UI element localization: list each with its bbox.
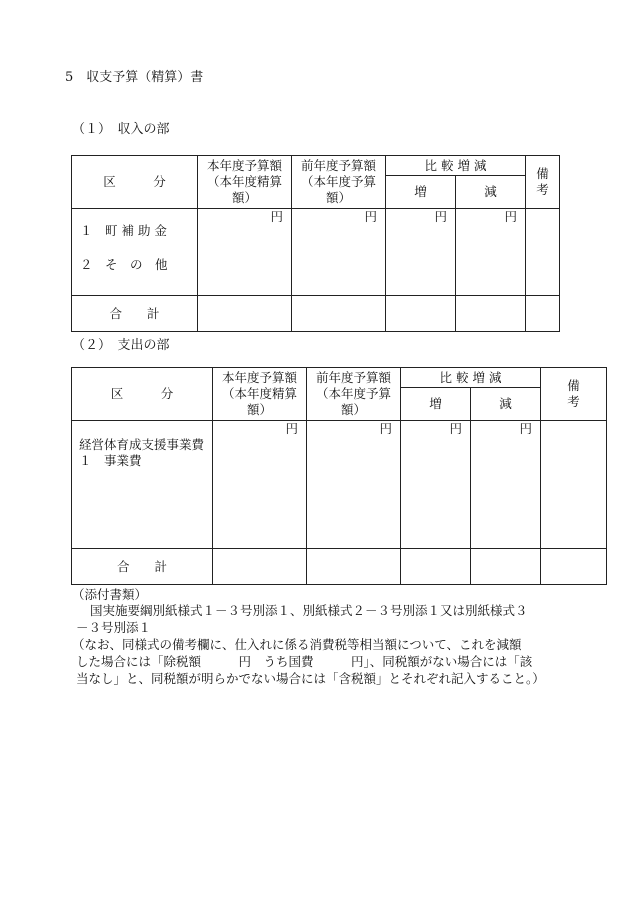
income-remarks-cell [526,209,560,296]
expense-items-cell [72,421,213,549]
income-total-decrease [456,296,526,332]
expense-total-prev [307,549,401,585]
expense-total-current [213,549,307,585]
attachments-line-1: 国実施要綱別紙様式１－３号別添１、別紙様式２－３号別添１又は別紙様式３ [90,603,528,618]
attachments-line-4: した場合には「除税額 円 うち国費 円」、同税額がない場合には「該 [76,654,533,669]
expense-header-prev-budget: 前年度予算額（本年度予算額） [307,368,401,421]
income-header-prev-budget: 前年度予算額（本年度予算額） [292,156,386,209]
expense-item-1: 経営体育成支援事業費 [79,437,205,452]
expense-header-decrease: 減 [471,388,541,421]
expense-header-increase: 増 [401,388,471,421]
attachments-line-3: （なお、同様式の備考欄に、仕入れに係る消費税等相当額について、これを減額 [72,637,522,652]
expense-header-current-budget: 本年度予算額（本年度精算額） [213,368,307,421]
expense-unit-increase: 円 [401,421,471,549]
attachments-line-5: 当なし」と、同税額が明らかでない場合には「含税額」とそれぞれ記入すること。） [76,671,545,686]
income-items-cell [72,209,198,296]
income-header-category: 区 分 [72,156,198,209]
income-item-2: ２ そ の 他 [80,257,168,272]
expense-remarks-cell [541,421,607,549]
income-table [71,155,560,332]
income-header-comparison: 比 較 増 減 [386,156,526,176]
income-total-prev [292,296,386,332]
income-total-remarks [526,296,560,332]
document-title: 5 収支予算（精算）書 [65,70,204,85]
expense-total-remarks [541,549,607,585]
expense-total-increase [401,549,471,585]
income-unit-increase: 円 [386,209,456,296]
attachments-label: （添付書類） [72,587,148,602]
income-total-increase [386,296,456,332]
income-header-current-budget: 本年度予算額（本年度精算額） [198,156,292,209]
expense-item-2: １ 事業費 [79,453,142,468]
expense-heading: （２） 支出の部 [72,338,170,353]
income-header-increase: 増 [386,176,456,209]
income-item-1: １ 町 補 助 金 [80,223,167,238]
income-unit-decrease: 円 [456,209,526,296]
expense-header-remarks: 備考 [541,368,607,421]
income-header-decrease: 減 [456,176,526,209]
expense-total-decrease [471,549,541,585]
income-header-remarks: 備考 [526,156,560,209]
expense-unit-current: 円 [213,421,307,549]
income-heading: （１） 収入の部 [72,122,170,137]
expense-unit-prev: 円 [307,421,401,549]
income-unit-prev: 円 [292,209,386,296]
expense-header-category: 区 分 [72,368,213,421]
expense-unit-decrease: 円 [471,421,541,549]
attachments-line-2: －３号別添１ [76,620,152,635]
expense-header-comparison: 比 較 増 減 [401,368,541,388]
expense-table [71,367,607,585]
expense-total-label: 合 計 [72,549,213,585]
income-total-current [198,296,292,332]
income-total-label: 合 計 [72,296,198,332]
income-unit-current: 円 [198,209,292,296]
